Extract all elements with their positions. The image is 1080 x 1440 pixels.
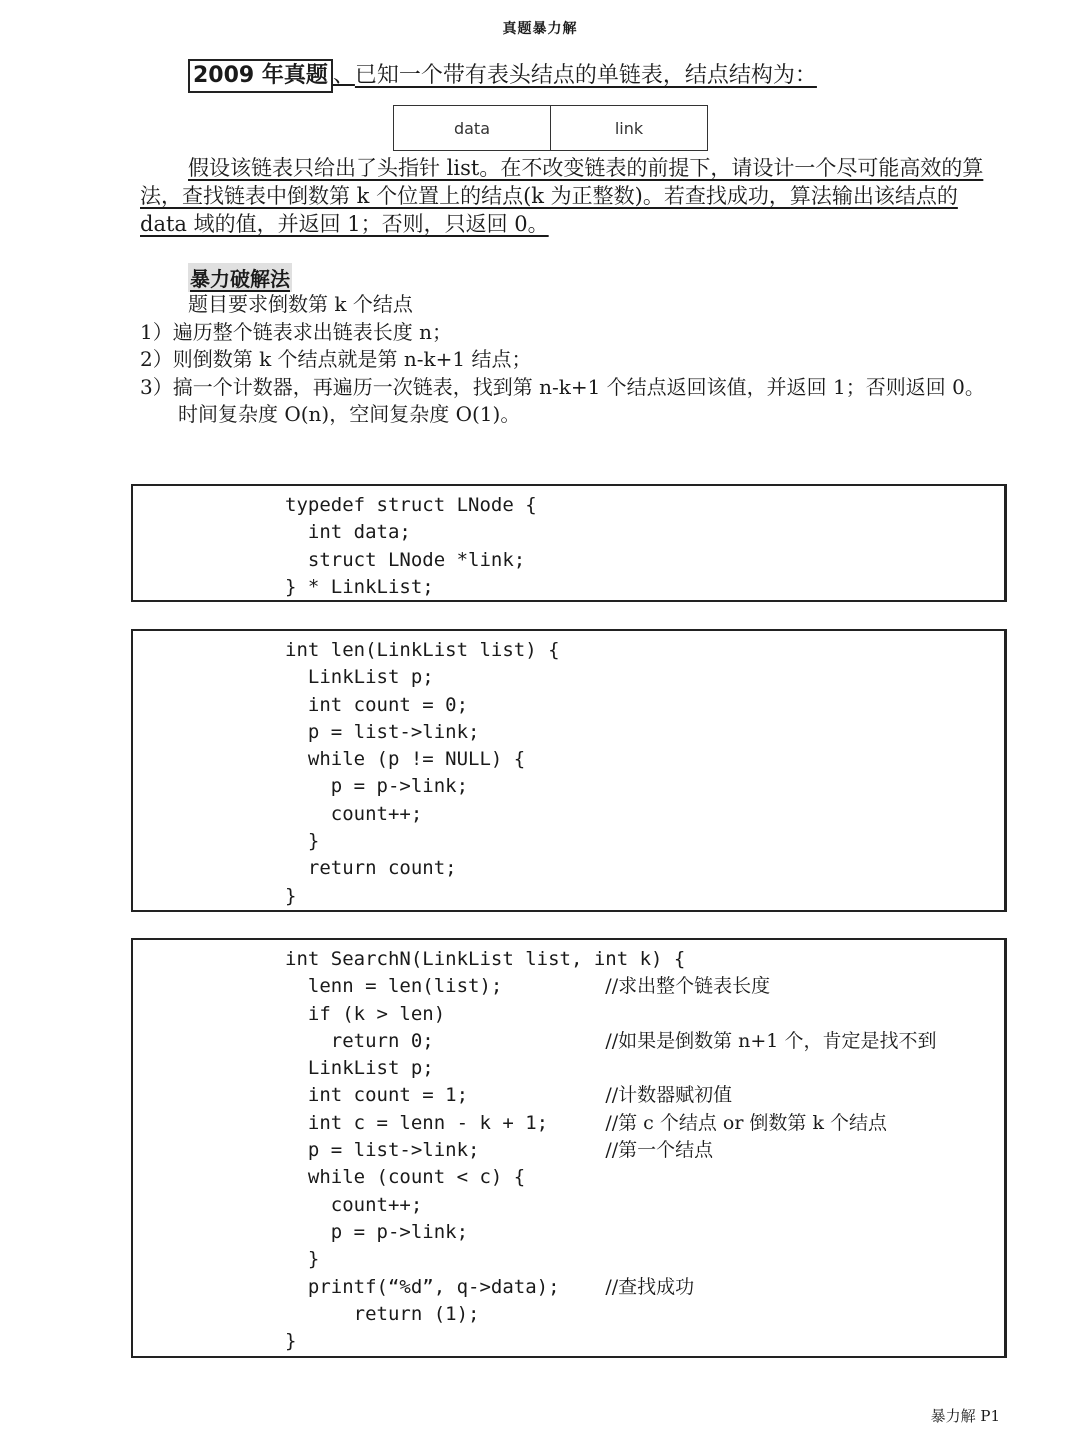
code-block-search (131, 938, 1007, 1358)
code-comment: //第 c 个结点 or 倒数第 k 个结点 (605, 1111, 888, 1134)
code-line: p = list->link; (285, 720, 480, 743)
code-comment: //第一个结点 (605, 1139, 714, 1162)
code-len (133, 637, 1004, 910)
code-block-struct (131, 484, 1007, 602)
code-text: int c = lenn - k + 1; (285, 1111, 549, 1134)
code-text: return (1); (285, 1302, 480, 1325)
code-line: typedef struct LNode { (285, 494, 537, 516)
code-line (285, 1164, 1004, 1191)
code-text: return 0; (285, 1029, 434, 1052)
code-text: } (285, 1248, 320, 1271)
code-comment: //求出整个链表长度 (605, 975, 771, 998)
code-text: int count = 1; (285, 1084, 469, 1107)
code-line (285, 946, 1004, 973)
node-field-data: data (394, 106, 551, 151)
code-line (285, 1274, 1004, 1301)
code-text: int SearchN(LinkList list, int k) { (285, 948, 686, 970)
node-structure-table (393, 105, 708, 151)
page-header: 真题暴力解 (502, 21, 578, 37)
code-line (285, 1028, 1004, 1055)
code-line: p = p->link; (285, 775, 469, 798)
code-line: int count = 0; (285, 693, 469, 716)
code-line (285, 1110, 1004, 1137)
code-text: printf(“%d”, q->data); (285, 1275, 560, 1298)
title-separator: 、 (332, 63, 355, 88)
code-line (285, 1328, 1004, 1355)
code-search (133, 946, 1004, 1355)
code-line (285, 1001, 1004, 1028)
method-step: 3）搞一个计数器，再遍历一次链表，找到第 n-k+1 个结点返回该值，并返回 1；否则返回 0。 (140, 374, 985, 399)
code-text: p = list->link; (285, 1139, 480, 1162)
code-line (285, 1082, 1004, 1109)
code-line: } (285, 830, 320, 853)
code-struct (133, 492, 1004, 601)
node-field-link: link (551, 106, 708, 151)
method-intro: 题目要求倒数第 k 个结点 (188, 292, 413, 316)
page-footer: 暴力解 P1 (930, 1407, 1000, 1425)
code-text: LinkList p; (285, 1057, 434, 1080)
code-line (285, 1192, 1004, 1219)
code-line: int data; (285, 521, 411, 544)
code-comment: //查找成功 (605, 1275, 695, 1298)
code-text: } (285, 1330, 297, 1353)
method-title: 暴力破解法 (188, 263, 292, 292)
code-line (285, 1219, 1004, 1246)
code-line: count++; (285, 802, 423, 825)
code-line: while (p != NULL) { (285, 748, 526, 771)
code-comment: //计数器赋初值 (605, 1084, 733, 1107)
title-text: 已知一个带有表头结点的单链表，结点结构为： (354, 63, 817, 88)
code-text: count++; (285, 1193, 423, 1216)
code-text: p = p->link; (285, 1220, 469, 1243)
method-step: 1）遍历整个链表求出链表长度 n； (140, 319, 452, 344)
method-step: 2）则倒数第 k 个结点就是第 n-k+1 结点； (140, 347, 532, 371)
code-text: if (k > len) (285, 1002, 446, 1025)
code-line (285, 1055, 1004, 1082)
complexity-text: 时间复杂度 O(n)，空间复杂度 O(1)。 (178, 402, 521, 426)
year-label: 2009 年真题 (188, 59, 333, 93)
code-line (285, 1301, 1004, 1328)
code-block-len (131, 629, 1007, 912)
code-comment: //如果是倒数第 n+1 个，肯定是找不到 (605, 1029, 937, 1052)
code-line (285, 1246, 1004, 1273)
problem-description: 假设该链表只给出了头指针 list。在不改变链表的前提下，请设计一个尽可能高效的算法，查找链表中倒数第 k 个位置上的结点(k 为正整数)。若查找成功，算法输出该结点的 data 域的值，并返回 1；否则，只返回 0。 (140, 156, 984, 236)
method-explanation (140, 291, 1010, 429)
code-text: lenn = len(list); (285, 975, 503, 998)
code-line: LinkList p; (285, 666, 434, 689)
code-line: struct LNode *link; (285, 548, 526, 571)
code-text: while (count < c) { (285, 1166, 526, 1189)
code-line: int len(LinkList list) { (285, 639, 560, 661)
problem-title (188, 58, 817, 93)
code-line: return count; (285, 857, 457, 880)
code-line (285, 973, 1004, 1000)
code-line: } * LinkList; (285, 575, 434, 598)
code-line: } (285, 884, 297, 907)
code-line (285, 1137, 1004, 1164)
